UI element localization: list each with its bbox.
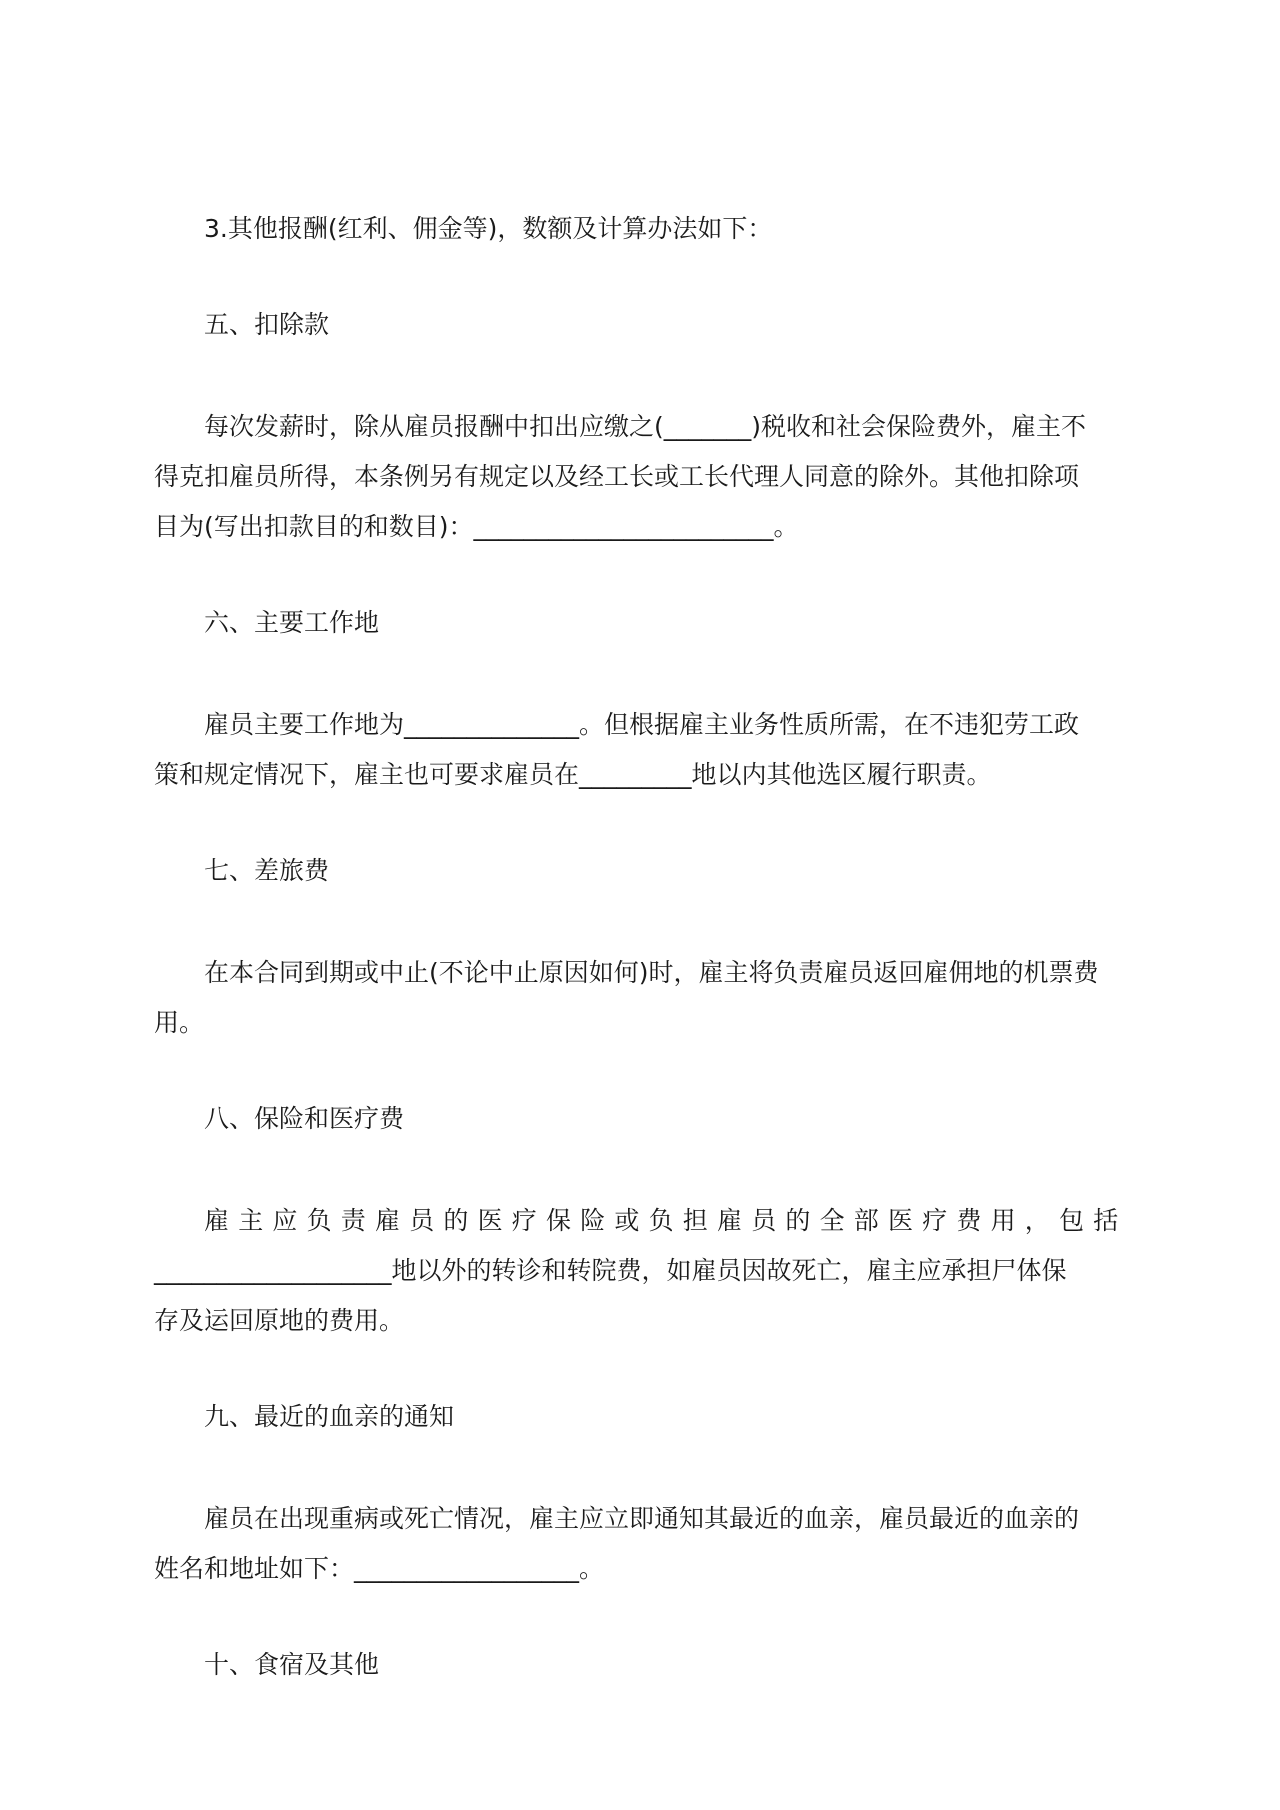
section-5-paragraph [154,402,1134,552]
item-3-other-remuneration: 3.其他报酬(红利、佣金等)，数额及计算办法如下： [204,214,773,243]
section-6-heading: 六、主要工作地 [204,608,380,637]
section-8-heading: 八、保险和医疗费 [204,1104,405,1133]
section-7-paragraph [154,948,1134,1048]
section-6-paragraph [154,700,1134,800]
paragraph-line: 策和规定情况下，雇主也可要求雇员在_________地以内其他选区履行职责。 [154,760,992,789]
section-10-heading: 十、食宿及其他 [204,1650,380,1679]
paragraph-line: 雇主应负责雇员的医疗保险或负担雇员的全部医疗费用，包括 [204,1206,1128,1235]
paragraph-line: 雇员在出现重病或死亡情况，雇主应立即通知其最近的血亲，雇员最近的血亲的 [204,1504,1080,1533]
paragraph-line: 每次发薪时，除从雇员报酬中扣出应缴之(_______)税收和社会保险费外，雇主不 [204,412,1087,441]
section-8-paragraph [154,1196,1134,1346]
paragraph-line: ___________________地以外的转诊和转院费，如雇员因故死亡，雇主应承担尸体保 [154,1256,1067,1285]
paragraph-line: 目为(写出扣款目的和数目)：________________________。 [154,512,799,541]
paragraph-line: 得克扣雇员所得，本条例另有规定以及经工长或工长代理人同意的除外。其他扣除项 [154,462,1080,491]
paragraph-line: 存及运回原地的费用。 [154,1306,405,1335]
section-9-heading: 九、最近的血亲的通知 [204,1402,455,1431]
paragraph-line: 雇员主要工作地为______________。但根据雇主业务性质所需，在不违犯劳工政 [204,710,1080,739]
section-7-heading: 七、差旅费 [204,856,330,885]
paragraph-line: 姓名和地址如下：__________________。 [154,1554,605,1583]
paragraph-line: 在本合同到期或中止(不论中止原因如何)时，雇主将负责雇员返回雇佣地的机票费 [204,958,1099,987]
document-body [154,204,1134,1690]
paragraph-line: 用。 [154,1008,205,1037]
section-9-paragraph [154,1494,1134,1594]
section-5-heading: 五、扣除款 [204,310,330,339]
